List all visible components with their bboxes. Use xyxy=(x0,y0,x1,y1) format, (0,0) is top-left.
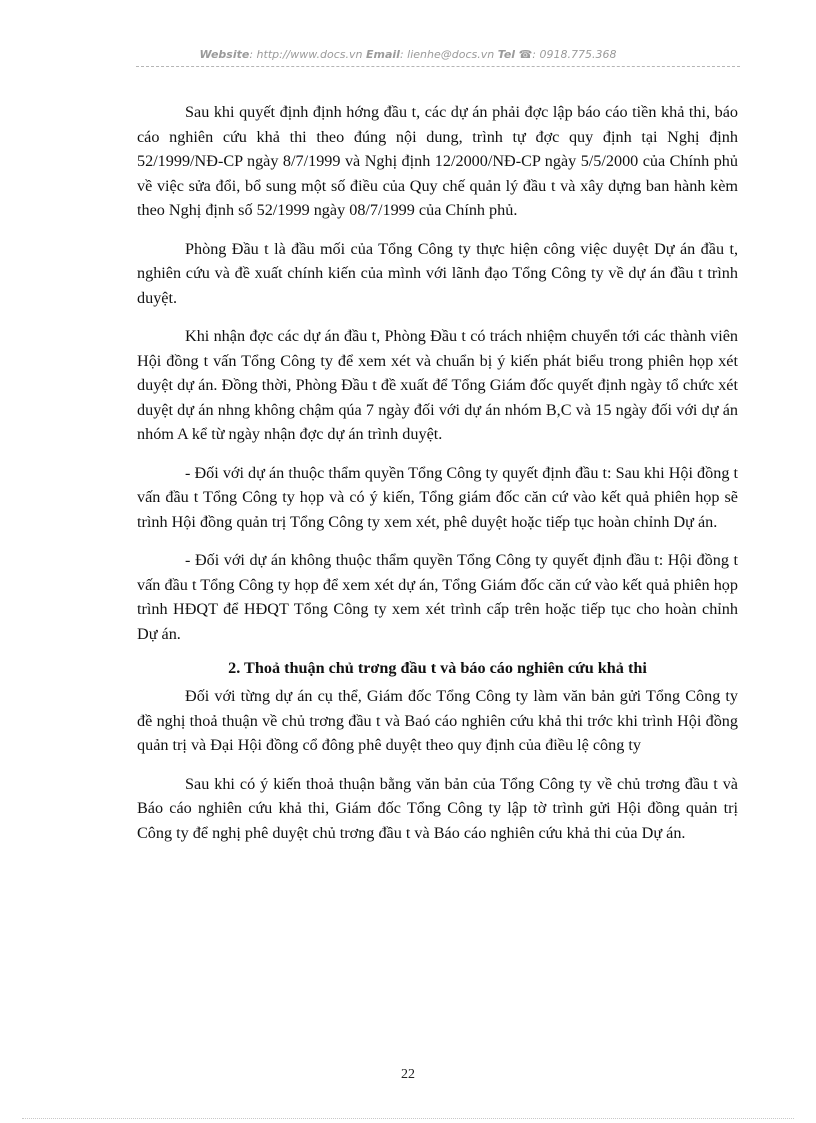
footer-divider xyxy=(22,1118,794,1119)
section-paragraph-2: Sau khi có ý kiến thoả thuận bằng văn bản của Tổng Công ty về chủ trơng đầu t và Báo cáo nghiên cứu khả thi, Giám đốc Tổng Công ty lập tờ trình gửi Hội đồng quản trị Công ty để nghị phê duyệt chủ trơng đầu t và Báo cáo nghiên cứu khả thi của Dự án. xyxy=(137,774,738,842)
paragraph-5: - Đối với dự án không thuộc thẩm quyền Tổng Công ty quyết định đầu t: Hội đồng t vấn đầu t Tổng Công ty họp để xem xét dự án, Tổng Giám đốc căn cứ vào kết quả phiên họp trình HĐQT để HĐQT Tổng Công ty xem xét trình cấp trên hoặc tiếp tục cho hoàn chỉnh Dự án. xyxy=(137,551,738,643)
section-heading: 2. Thoả thuận chủ trơng đầu t và báo cáo nghiên cứu khả thi xyxy=(228,659,647,677)
website-value: : http://www.docs.vn xyxy=(249,48,363,61)
header-divider xyxy=(136,66,740,67)
page-number: 22 xyxy=(401,1067,415,1082)
tel-label: Tel xyxy=(497,48,516,61)
website-label: Website xyxy=(199,48,250,61)
paragraph-4: - Đối với dự án thuộc thẩm quyền Tổng Công ty quyết định đầu t: Sau khi Hội đồng t vấn đầu t Tổng Công ty họp và có ý kiến, Tổng giám đốc căn cứ vào kết quả phiên họp sẽ trình Hội đồng quản trị Tổng Công ty xem xét, phê duyệt hoặc tiếp tục hoàn chỉnh Dự án. xyxy=(137,463,738,531)
paragraph-3: Khi nhận đợc các dự án đầu t, Phòng Đầu t có trách nhiệm chuyển tới các thành viên Hội đồng t vấn Tổng Công ty để xem xét và chuẩn bị ý kiến phát biểu trong phiên họp xét duyệt dự án. Đồng thời, Phòng Đầu t đề xuất để Tổng Giám đốc quyết định ngày tổ chức xét duyệt dự án nhng không chậm qúa 7 ngày đối với dự án nhóm B,C và 15 ngày đối với dự án nhóm A kể từ ngày nhận đợc dự án trình duyệt. xyxy=(137,327,738,443)
email-value: : lienhe@docs.vn xyxy=(399,48,495,61)
section-paragraph-1: Đối với từng dự án cụ thể, Giám đốc Tổng Công ty làm văn bản gửi Tổng Công ty đề nghị thoả thuận về chủ trơng đầu t và Baó cáo nghiên cứu khả thi trớc khi trình Hội đồng quản trị và Đại Hội đồng cổ đông phê duyệt theo quy định của điều lệ công ty xyxy=(137,687,738,754)
tel-value: : 0918.775.368 xyxy=(532,48,617,61)
document-body xyxy=(137,100,738,859)
paragraph-2: Phòng Đầu t là đầu mối của Tổng Công ty thực hiện công việc duyệt Dự án đầu t, nghiên cứu và đề xuất chính kiến của mình với lãnh đạo Tổng Công ty về dự án đầu t trình duyệt. xyxy=(137,239,738,307)
phone-icon: ☎ xyxy=(518,48,533,61)
email-label: Email xyxy=(366,48,400,61)
paragraph-1: Sau khi quyết định định hớng đầu t, các dự án phải đợc lập báo cáo tiền khả thi, báo cáo nghiên cứu khả thi theo đúng nội dung, trình tự đợc quy định tại Nghị định 52/1999/NĐ-CP ngày 8/7/1999 và Nghị định 12/2000/NĐ-CP ngày 5/5/2000 của Chính phủ về việc sửa đổi, bổ sung một số điều của Quy chế quản lý đầu t và xây dựng ban hành kèm theo Nghị định số 52/1999 ngày 08/7/1999 của Chính phủ. xyxy=(137,103,738,219)
page-header xyxy=(0,48,816,61)
